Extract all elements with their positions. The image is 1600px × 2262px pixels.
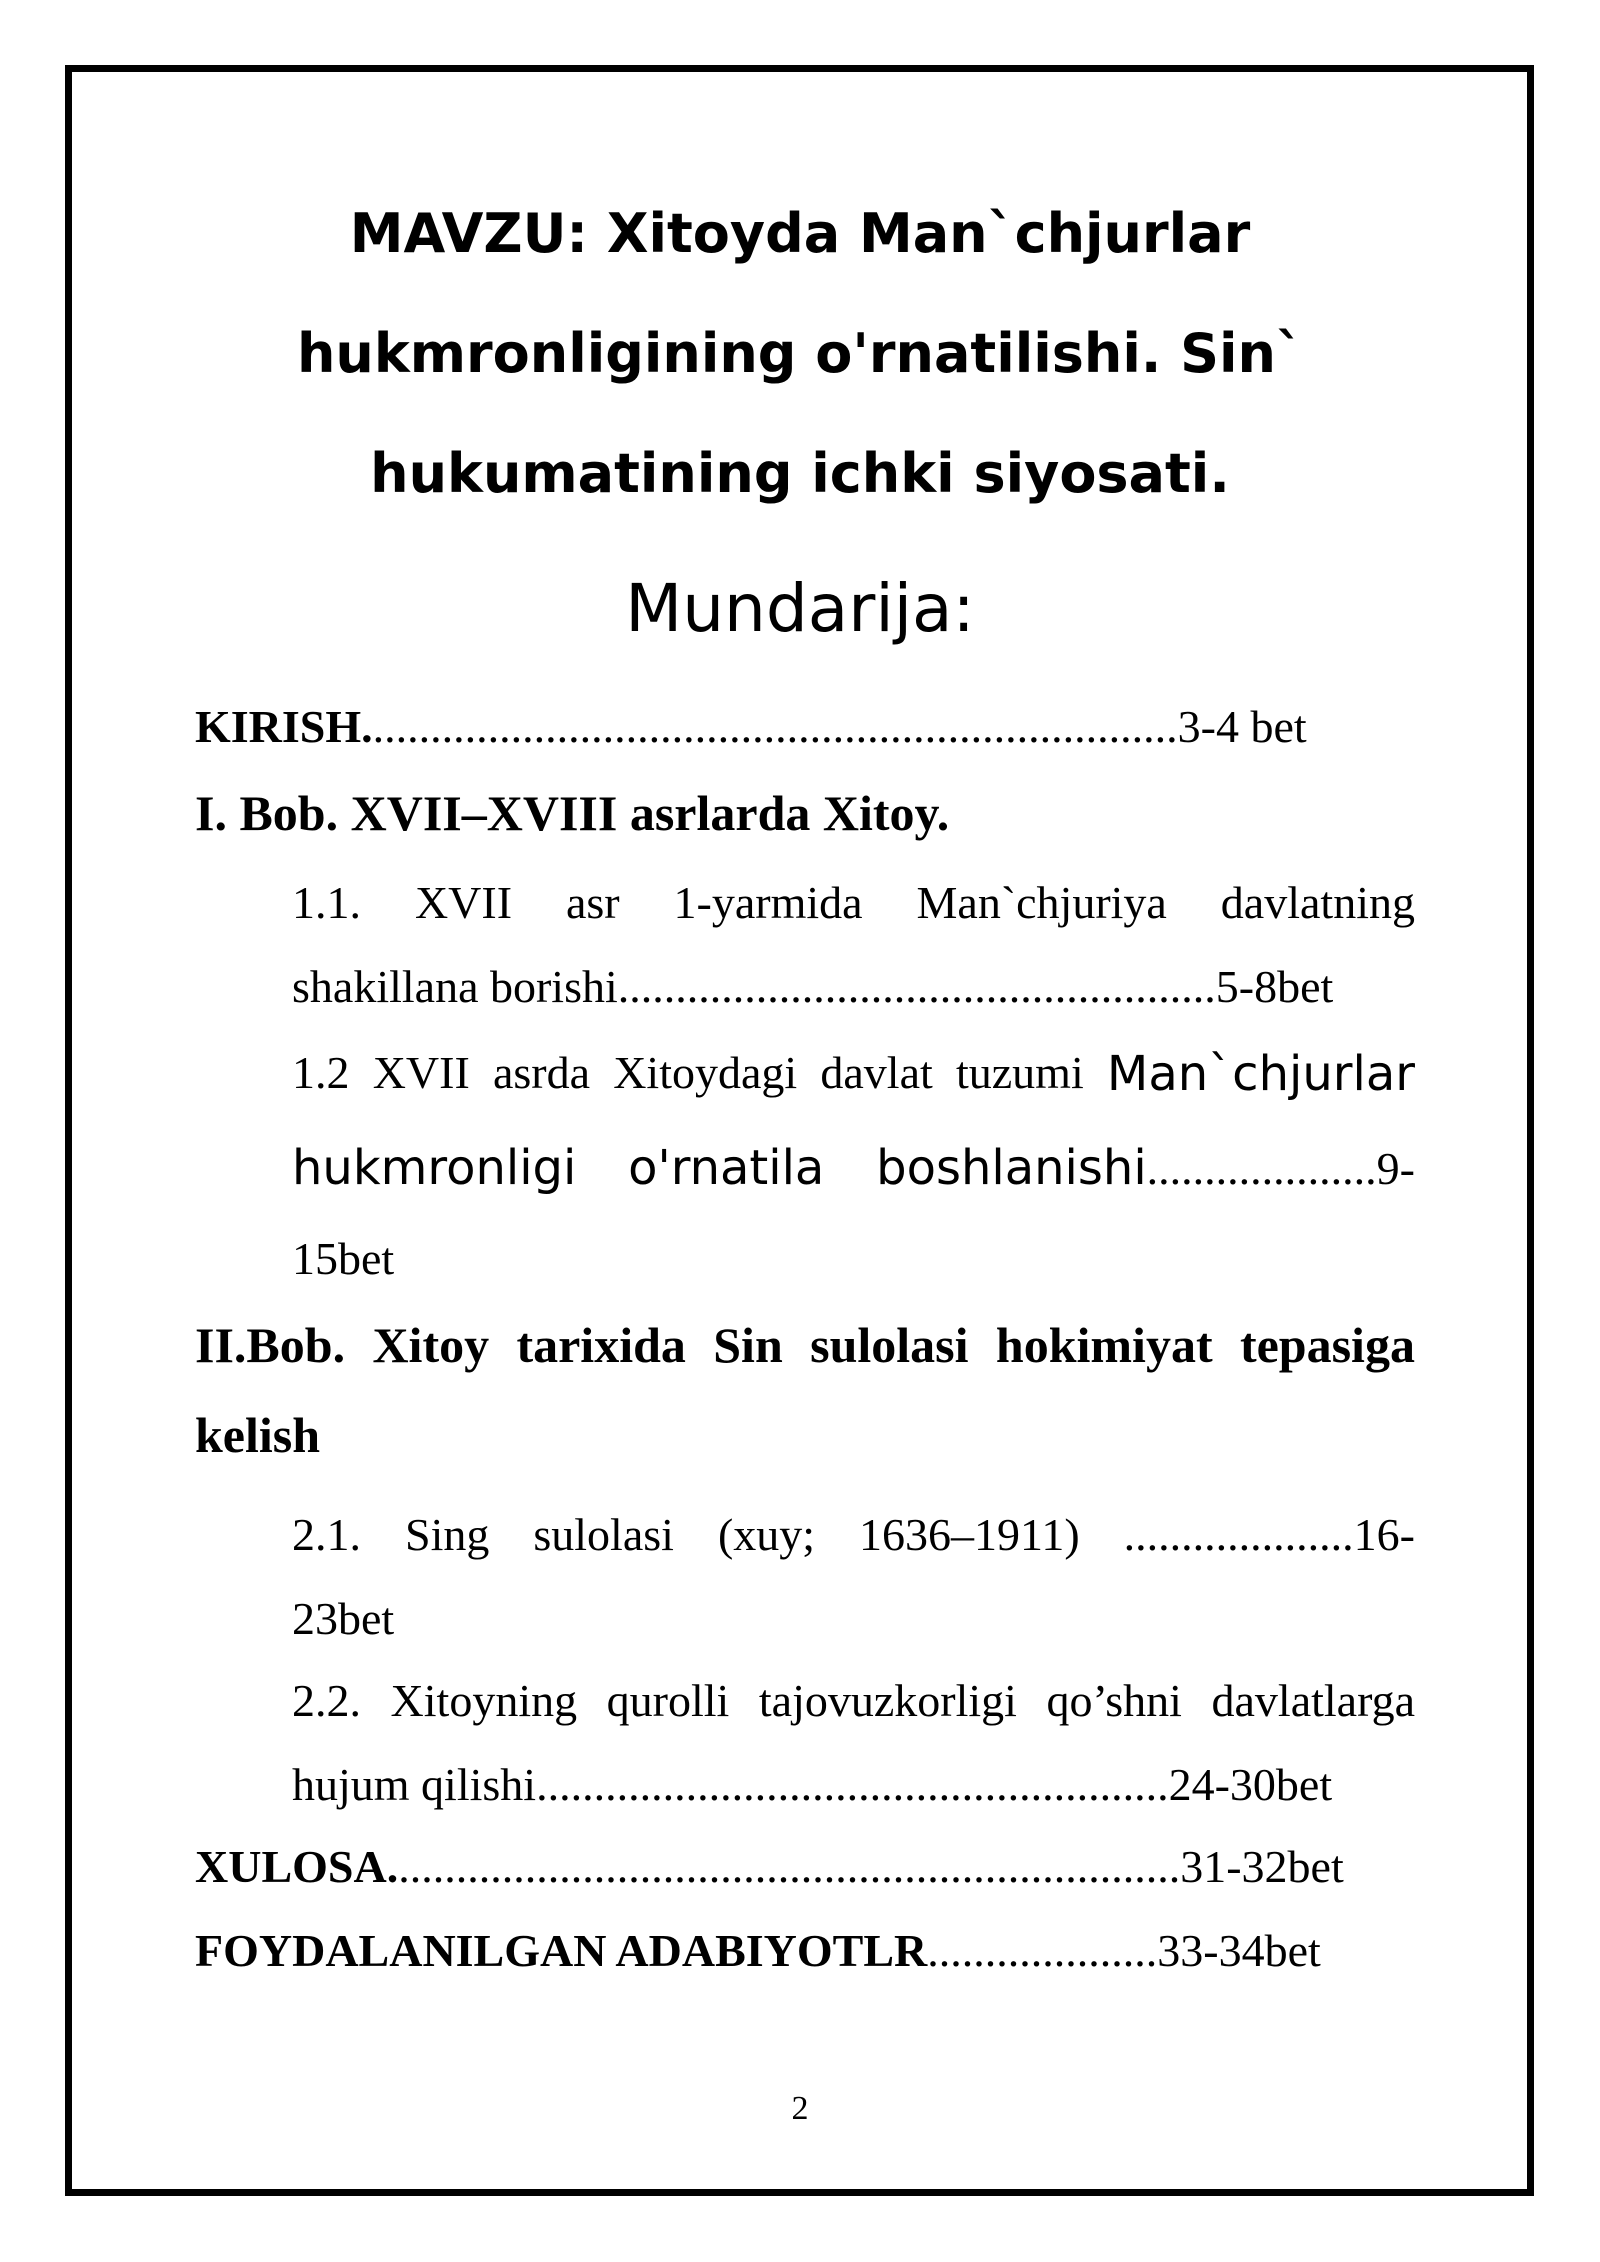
toc-leader: ....................	[1146, 1143, 1377, 1194]
word: XVII	[372, 1047, 470, 1098]
toc-leader-pages: ....................16-	[1123, 1509, 1415, 1560]
contents-heading: Mundarija:	[625, 570, 975, 647]
toc-intro-leader: ......................................................................	[372, 701, 1178, 752]
toc-section-1-2-line-1	[292, 1046, 1415, 1102]
toc-leader: .......................................................	[536, 1759, 1169, 1810]
toc-intro-label: KIRISH.	[195, 701, 373, 752]
toc-entry-references	[195, 1924, 1415, 1977]
toc-leader: ....................	[927, 1925, 1158, 1976]
word: hokimiyat	[995, 1317, 1213, 1373]
word: Xitoy	[372, 1317, 490, 1373]
word: qo’shni	[1046, 1675, 1182, 1726]
word: 1.1.	[292, 877, 361, 928]
word: asrda	[492, 1047, 591, 1098]
toc-text: hujum qilishi	[292, 1759, 537, 1810]
word: II.Bob.	[195, 1317, 346, 1373]
toc-section-2-1-line-2: 23bet	[292, 1593, 395, 1644]
word: Sing	[405, 1509, 490, 1560]
word: 2.1.	[292, 1509, 361, 1560]
toc-section-2-1-line-1	[292, 1508, 1415, 1561]
toc-pages: 5-8bet	[1215, 961, 1334, 1012]
word: davlatning	[1220, 877, 1415, 928]
toc-entry-intro	[195, 700, 1415, 753]
title-line-2: hukmronligining o'rnatilishi. Sin`	[296, 322, 1303, 385]
word: 2.2.	[292, 1675, 361, 1726]
word: hukmronligi	[292, 1140, 577, 1196]
word: tajovuzkorligi	[758, 1675, 1017, 1726]
word: boshlanishi	[876, 1140, 1147, 1196]
word: sulolasi	[810, 1317, 969, 1373]
word: tepasiga	[1239, 1317, 1415, 1373]
word: tuzumi	[955, 1047, 1084, 1098]
word: sulolasi	[533, 1509, 674, 1560]
toc-intro-pages: 3-4 bet	[1177, 701, 1307, 752]
document-title	[230, 174, 1370, 534]
word: Man`chjuriya	[916, 877, 1167, 928]
toc-pages: 9-	[1376, 1143, 1415, 1194]
toc-conclusion-label: XULOSA.	[195, 1841, 399, 1892]
toc-section-2-2-line-2	[292, 1758, 1415, 1811]
page-number: 2	[791, 2090, 809, 2127]
toc-section-1-1-line-2	[292, 960, 1415, 1013]
toc-section-1-1-line-1	[292, 876, 1415, 929]
word: 1.2	[292, 1047, 350, 1098]
word: Sin	[713, 1317, 783, 1373]
toc-section-1-2-line-3: 15bet	[292, 1233, 395, 1284]
word: Xitoydagi	[613, 1047, 798, 1098]
toc-leader: ....................................................................	[398, 1841, 1181, 1892]
word: davlat	[820, 1047, 933, 1098]
toc-chapter-2-line-2: kelish	[195, 1407, 321, 1463]
word: Xitoyning	[390, 1675, 578, 1726]
toc-pages: 24-30bet	[1168, 1759, 1333, 1810]
toc-pages: 33-34bet	[1157, 1925, 1321, 1976]
word: davlatlarga	[1211, 1675, 1415, 1726]
word: qurolli	[606, 1675, 730, 1726]
toc-pages: 31-32bet	[1180, 1841, 1344, 1892]
toc-entry-conclusion	[195, 1840, 1415, 1893]
toc-section-1-2-line-2	[292, 1140, 1415, 1196]
toc-text: shakillana borishi	[292, 961, 618, 1012]
title-line-3: hukumatining ichki siyosati.	[370, 442, 1230, 505]
title-line-1: MAVZU: Xitoyda Man`chjurlar	[349, 202, 1251, 265]
word: XVII	[414, 877, 513, 928]
word: Man`chjurlar	[1106, 1046, 1415, 1102]
toc-section-2-2-line-1	[292, 1674, 1415, 1727]
toc-tail	[876, 1140, 1415, 1196]
toc-references-label: FOYDALANILGAN ADABIYOTLR	[195, 1925, 928, 1976]
word: asr	[565, 877, 620, 928]
word: 1636–1911)	[859, 1509, 1080, 1560]
word: 1-yarmida	[673, 877, 863, 928]
toc-chapter-1: I. Bob. XVII–XVIII asrlarda Xitoy.	[195, 785, 950, 841]
word: tarixida	[516, 1317, 686, 1373]
toc-leader: ....................................................	[617, 961, 1216, 1012]
word: o'rnatila	[628, 1140, 825, 1196]
word: (xuy;	[717, 1509, 816, 1560]
toc-chapter-2-line-1	[195, 1316, 1415, 1374]
